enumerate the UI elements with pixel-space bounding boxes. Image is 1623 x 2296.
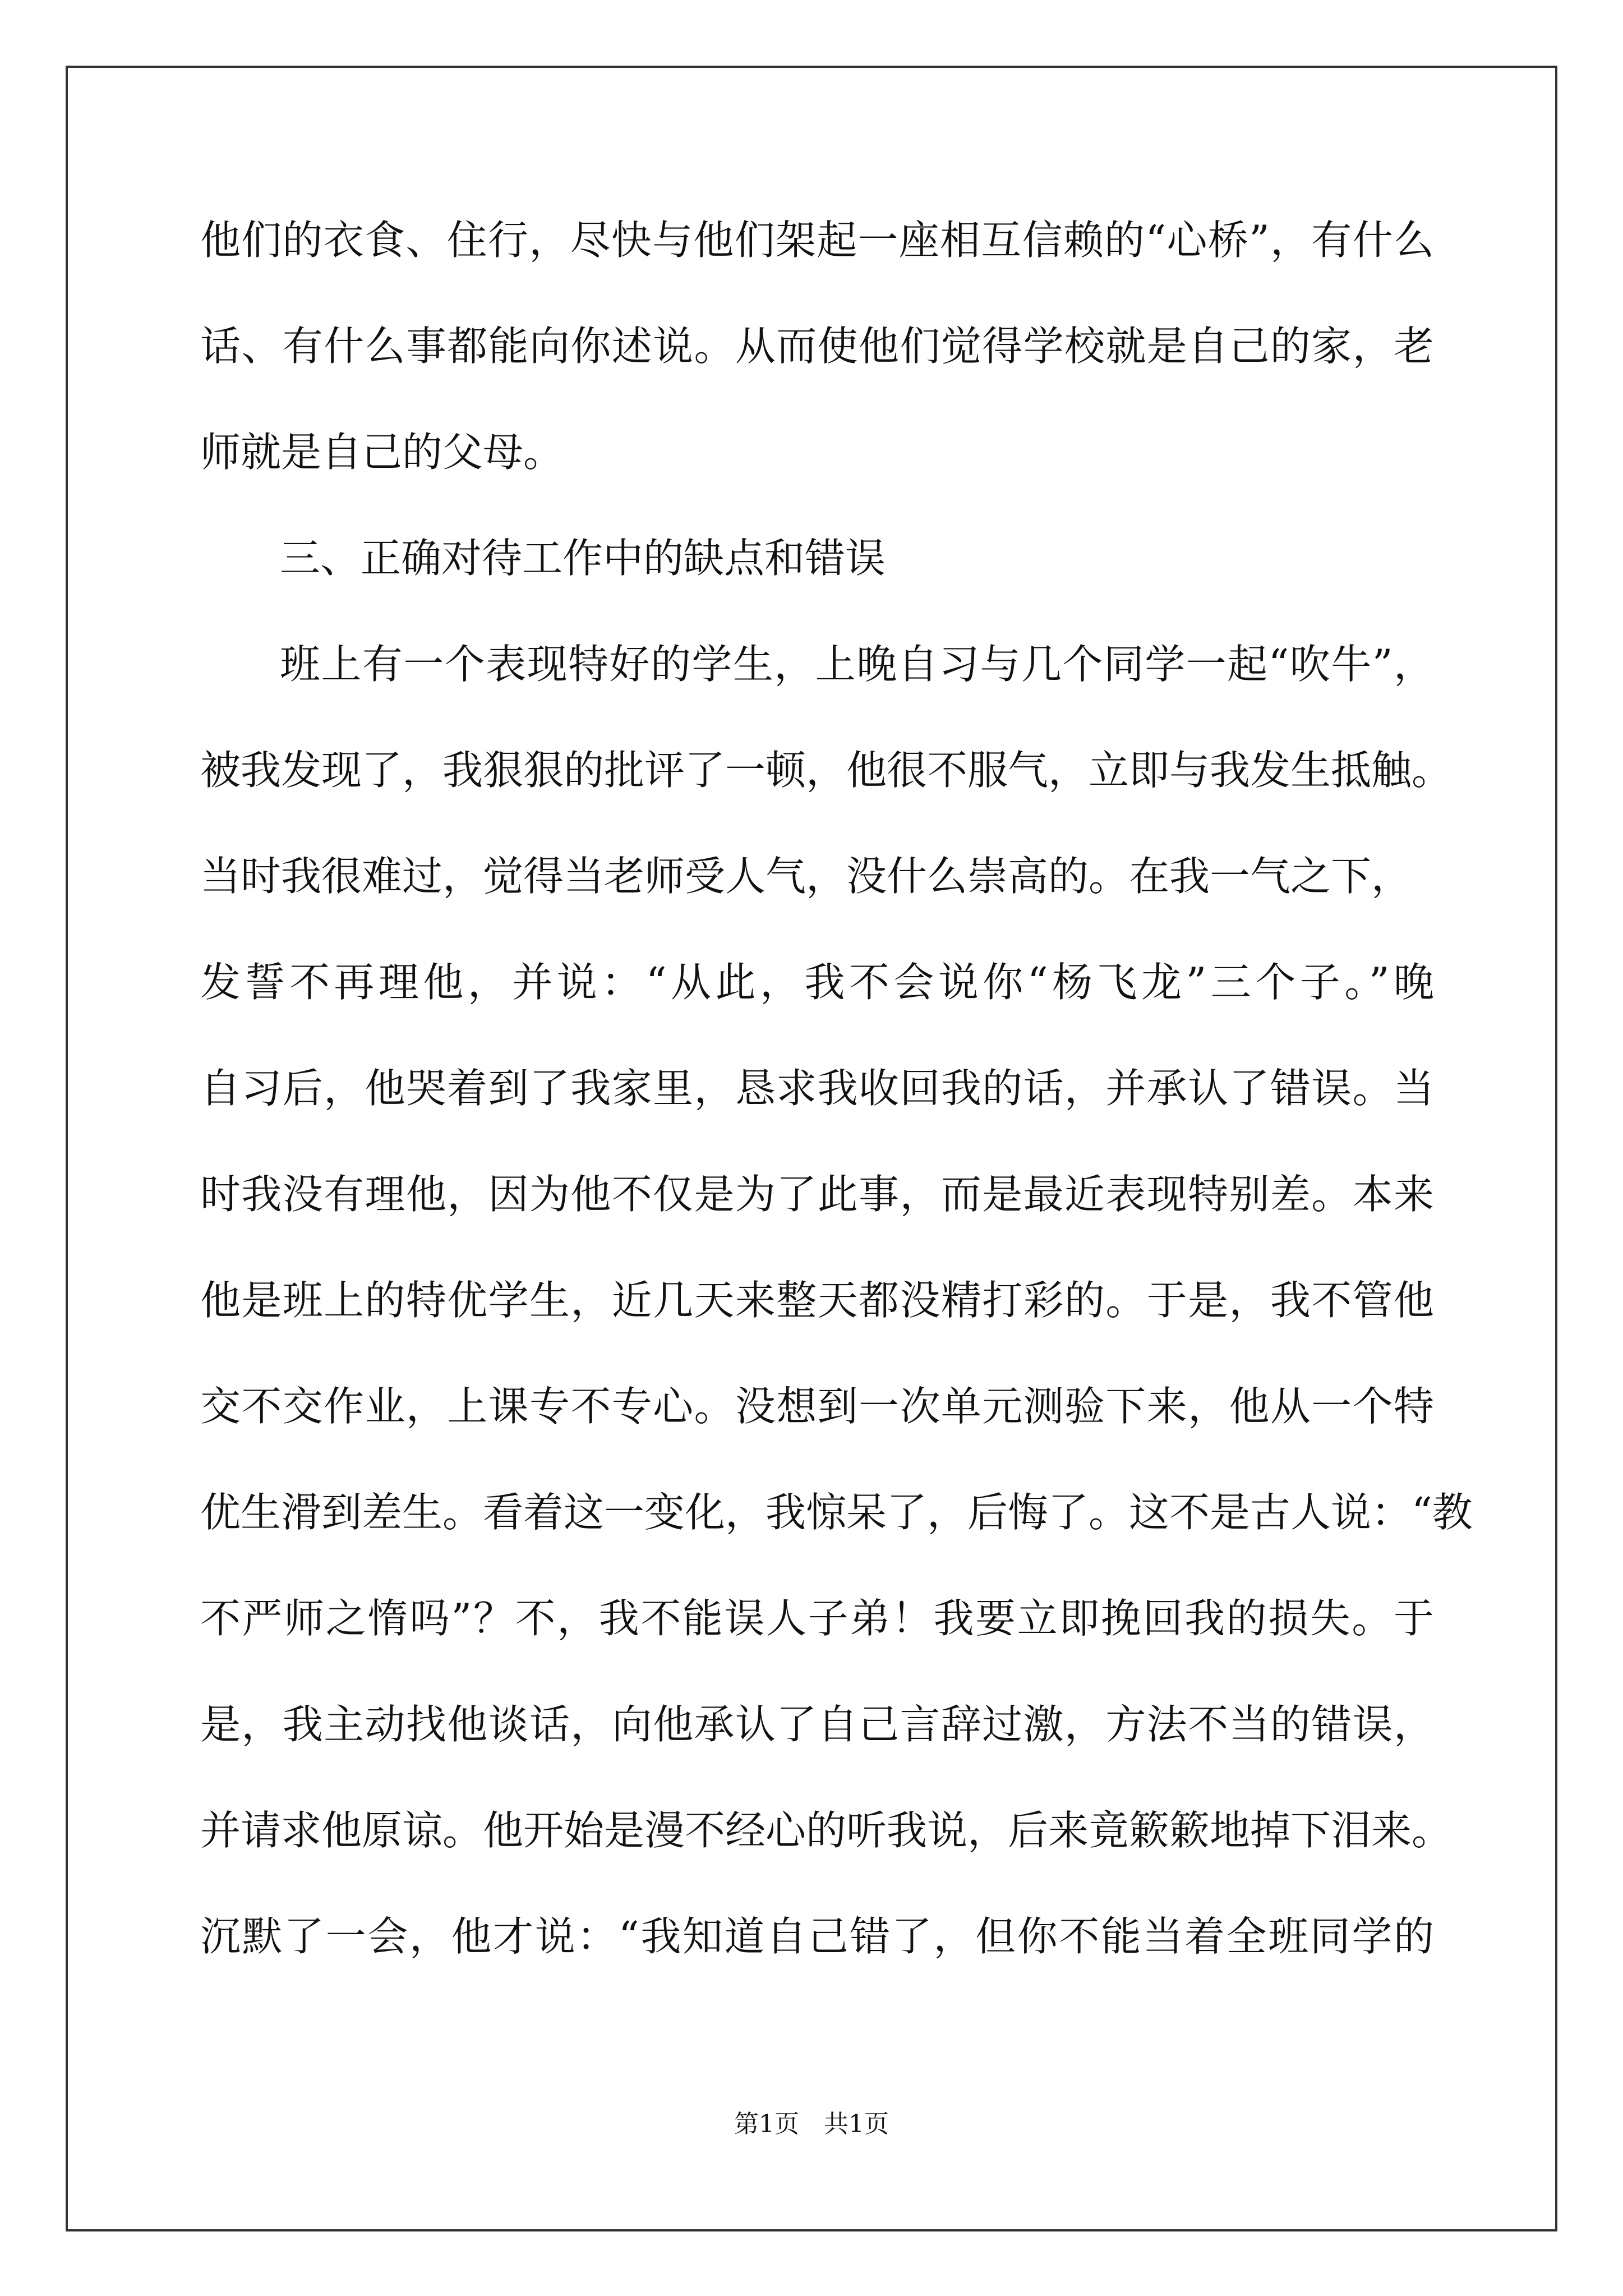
text-line: 师就是自己的父母。 (200, 429, 564, 476)
text-line: 自习后，他哭着到了我家里，恳求我收回我的话，并承认了错误。当 (200, 1065, 1434, 1112)
text-line: 当时我很难过，觉得当老师受人气，没什么崇高的。在我一气之下， (200, 853, 1412, 900)
text-line: 不严师之惰吗”？不，我不能误人子弟！我要立即挽回我的损失。于 (200, 1595, 1434, 1642)
text-line: 时我没有理他，因为他不仅是为了此事，而是最近表现特别差。本来 (200, 1171, 1434, 1218)
text-line: 交不交作业，上课专不专心。没想到一次单元测验下来，他从一个特 (200, 1383, 1434, 1430)
text-line: 沉默了一会，他才说：“我知道自己错了，但你不能当着全班同学的 (200, 1913, 1434, 1960)
text-line: 优生滑到差生。看着这一变化，我惊呆了，后悔了。这不是古人说：“教 (200, 1489, 1473, 1536)
text-line: 班上有一个表现特好的学生，上晚自习与几个同学一起“吹牛”， (280, 641, 1434, 688)
text-line: 被我发现了，我狠狠的批评了一顿，他很不服气，立即与我发生抵触。 (200, 747, 1453, 794)
section-heading: 三、正确对待工作中的缺点和错误 (280, 535, 886, 582)
page-number-footer: 第1页 共1页 (734, 2110, 889, 2138)
text-line: 发誓不再理他，并说：“从此，我不会说你“杨飞龙”三个子。”晚 (200, 959, 1434, 1006)
text-line: 话、有什么事都能向你述说。从而使他们觉得学校就是自己的家，老 (200, 323, 1434, 370)
text-line: 他们的衣食、住行，尽快与他们架起一座相互信赖的“心桥”，有什么 (200, 217, 1434, 264)
text-line: 是，我主动找他谈话，向他承认了自己言辞过激，方法不当的错误， (200, 1701, 1434, 1748)
page-border (66, 66, 1557, 2231)
text-line: 他是班上的特优学生，近几天来整天都没精打彩的。于是，我不管他 (200, 1277, 1434, 1324)
text-line: 并请求他原谅。他开始是漫不经心的听我说，后来竟簌簌地掉下泪来。 (200, 1807, 1453, 1854)
